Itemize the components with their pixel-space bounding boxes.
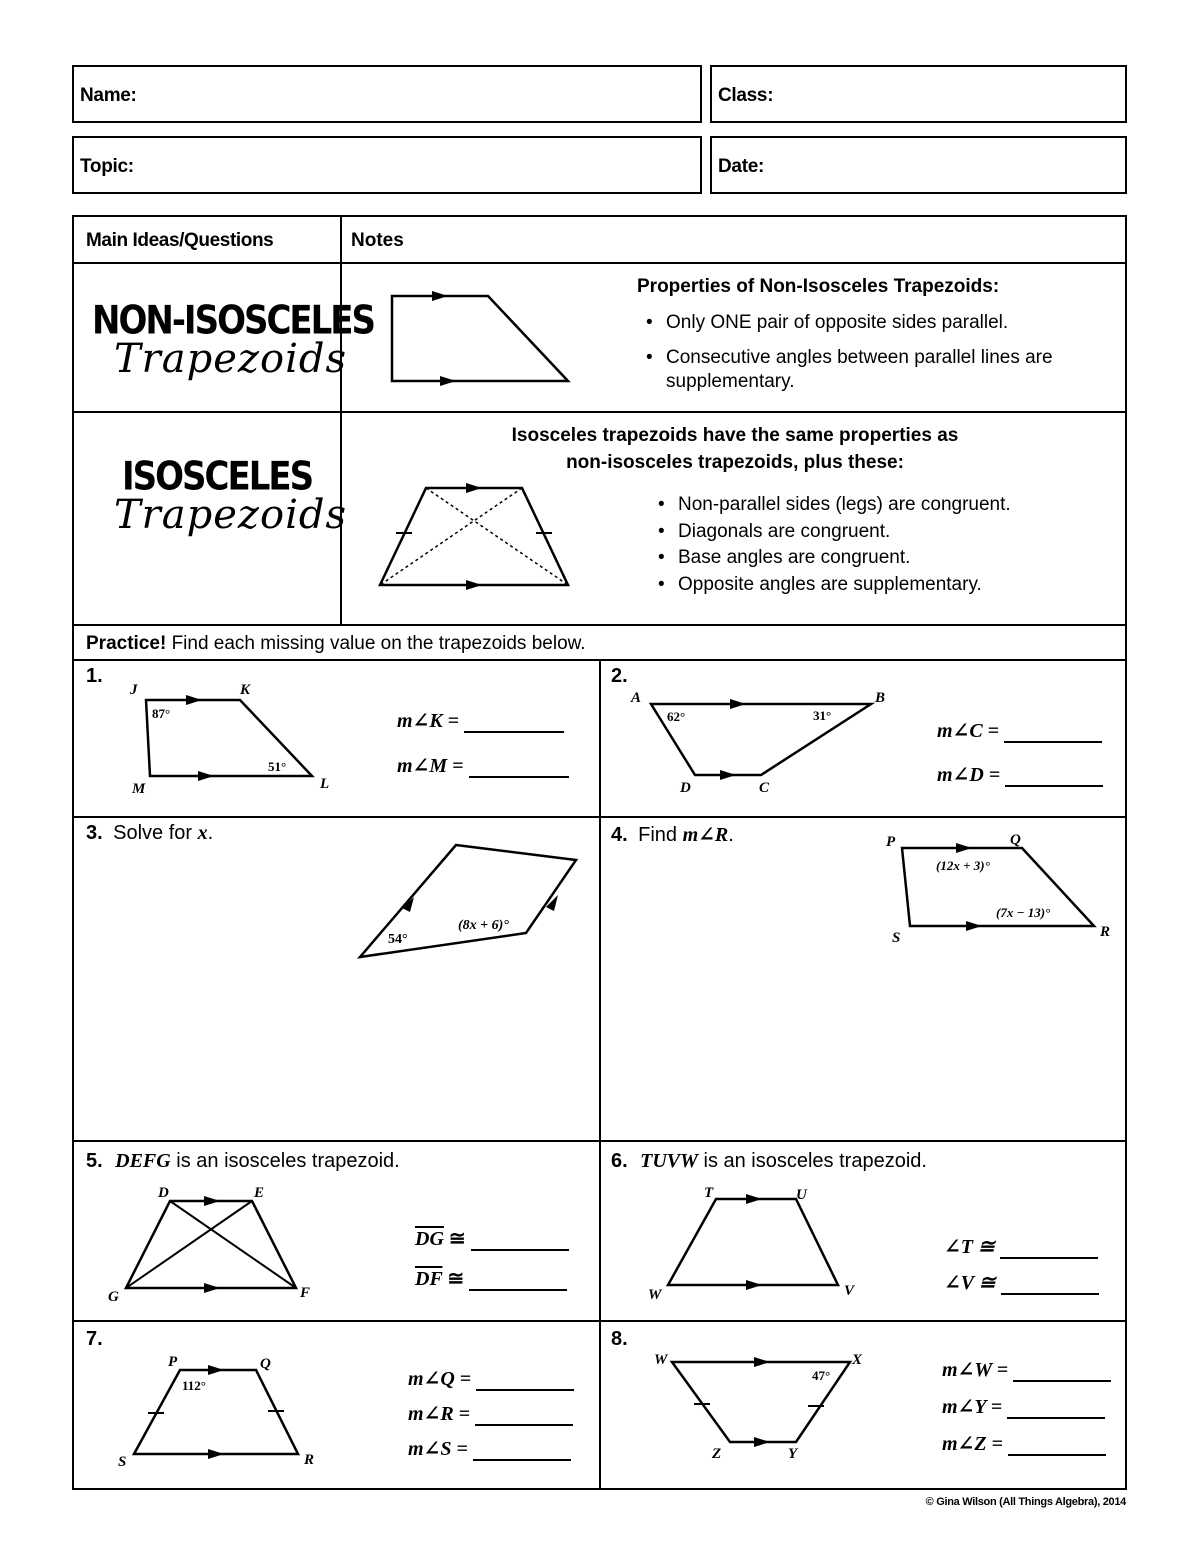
vertex-label: P xyxy=(886,834,896,850)
non-isosceles-script-title: Trapezoids xyxy=(114,336,348,382)
answer-blank[interactable] xyxy=(1005,767,1103,787)
vertex-label: A xyxy=(631,690,642,706)
divider xyxy=(72,1320,1127,1322)
angle-label: 62° xyxy=(667,709,686,724)
vertex-label: T xyxy=(704,1185,714,1201)
problem-1-answer-1[interactable]: m∠K = xyxy=(397,708,564,733)
vertex-label: M xyxy=(132,781,146,797)
answer-blank[interactable] xyxy=(475,1406,573,1426)
vertex-label: J xyxy=(130,682,138,698)
answer-blank[interactable] xyxy=(1000,1239,1098,1259)
problem-2-diagram xyxy=(625,684,895,799)
problem-3-prompt: 3. Solve for x. xyxy=(86,822,214,844)
angle-label: 87° xyxy=(152,706,171,721)
problem-1-number: 1. xyxy=(86,665,103,687)
problem-1-answer-2[interactable]: m∠M = xyxy=(397,753,569,778)
non-isosceles-props-title: Properties of Non-Isosceles Trapezoids: xyxy=(637,276,1000,297)
answer-blank[interactable] xyxy=(469,758,569,778)
vertex-label: P xyxy=(168,1354,178,1370)
vertex-label: U xyxy=(796,1187,807,1203)
problem-8-diagram xyxy=(650,1350,880,1465)
vertex-label: Y xyxy=(788,1446,798,1462)
vertex-label: S xyxy=(892,930,901,946)
answer-blank[interactable] xyxy=(1008,1436,1106,1456)
problem-6-diagram xyxy=(640,1183,870,1308)
vertex-label: Z xyxy=(712,1446,722,1462)
list-item: • Base angles are congruent. xyxy=(652,545,1122,572)
isosceles-script-title: Trapezoids xyxy=(114,492,348,538)
list-item: • Opposite angles are supplementary. xyxy=(652,572,1122,599)
vertex-label: E xyxy=(254,1185,265,1201)
angle-label: (7x − 13)° xyxy=(996,905,1051,920)
non-isosceles-trapezoid-diagram xyxy=(380,285,580,390)
list-item: • Consecutive angles between parallel lines are supplementary. xyxy=(640,346,1110,394)
answer-blank[interactable] xyxy=(1013,1362,1111,1382)
practice-heading-bold: Practice! xyxy=(86,633,167,654)
problem-6-answer-1[interactable]: ∠T ≅ xyxy=(944,1234,1098,1259)
divider xyxy=(599,659,601,1490)
angle-label: (8x + 6)° xyxy=(458,918,509,933)
vertex-label: K xyxy=(240,682,251,698)
divider xyxy=(72,411,1127,413)
problem-7-answer-1[interactable]: m∠Q = xyxy=(408,1366,574,1391)
answer-blank[interactable] xyxy=(1007,1399,1105,1419)
vertex-label: D xyxy=(680,780,691,796)
angle-label: 54° xyxy=(388,932,408,947)
answer-blank[interactable] xyxy=(469,1271,567,1291)
isosceles-intro-line2: non-isosceles trapezoids, plus these: xyxy=(566,452,904,473)
vertex-label: C xyxy=(759,780,770,796)
problem-4-diagram xyxy=(880,828,1120,953)
problem-1-diagram xyxy=(120,678,340,798)
class-label: Class: xyxy=(718,85,774,106)
angle-label: 112° xyxy=(182,1378,206,1393)
vertex-label: W xyxy=(654,1352,668,1368)
answer-blank[interactable] xyxy=(1004,723,1102,743)
problem-4-prompt: 4. Find m∠R. xyxy=(611,824,734,846)
isosceles-title: ISOSCELES xyxy=(122,454,313,500)
topic-label: Topic: xyxy=(80,156,134,177)
problem-7-answer-3[interactable]: m∠S = xyxy=(408,1436,571,1461)
topic-field[interactable] xyxy=(72,136,702,194)
problem-2-answer-2[interactable]: m∠D = xyxy=(937,762,1103,787)
problem-7-number: 7. xyxy=(86,1328,103,1350)
vertex-label: B xyxy=(875,690,886,706)
vertex-label: R xyxy=(1100,924,1111,940)
col2-header: Notes xyxy=(351,230,404,251)
vertex-label: S xyxy=(118,1454,127,1470)
problem-5-prompt: 5. DEFG is an isosceles trapezoid. xyxy=(86,1150,400,1172)
problem-6-answer-2[interactable]: ∠V ≅ xyxy=(944,1270,1099,1295)
answer-blank[interactable] xyxy=(476,1371,574,1391)
vertex-label: D xyxy=(158,1185,169,1201)
non-isosceles-title: NON-ISOSCELES xyxy=(92,298,375,344)
angle-label: 31° xyxy=(813,708,832,723)
problem-6-prompt: 6. TUVW is an isosceles trapezoid. xyxy=(611,1150,927,1172)
problem-5-answer-1[interactable]: $\overline{DG}$ ≅ xyxy=(415,1226,569,1251)
copyright-footer: © Gina Wilson (All Things Algebra), 2014 xyxy=(925,1496,1126,1508)
col1-header: Main Ideas/Questions xyxy=(86,230,274,251)
divider xyxy=(72,1140,1127,1142)
date-label: Date: xyxy=(718,156,765,177)
divider xyxy=(72,624,1127,626)
problem-7-diagram xyxy=(110,1352,330,1472)
vertex-label: F xyxy=(300,1285,311,1301)
answer-blank[interactable] xyxy=(464,713,564,733)
divider xyxy=(72,816,1127,818)
answer-blank[interactable] xyxy=(471,1231,569,1251)
class-field[interactable] xyxy=(710,65,1127,123)
name-label: Name: xyxy=(80,85,137,106)
problem-5-answer-2[interactable]: $\overline{DF}$ ≅ xyxy=(415,1266,567,1291)
list-item: • Only ONE pair of opposite sides parallel. xyxy=(640,311,1110,335)
angle-label: 47° xyxy=(812,1368,831,1383)
divider xyxy=(72,262,1127,264)
isosceles-props-list xyxy=(652,492,1122,598)
vertex-label: G xyxy=(108,1289,119,1305)
vertex-label: V xyxy=(844,1283,855,1299)
vertex-label: W xyxy=(648,1287,662,1303)
vertex-label: Q xyxy=(260,1356,271,1372)
angle-label: (12x + 3)° xyxy=(936,858,990,873)
problem-5-diagram xyxy=(100,1183,330,1308)
vertex-label: Q xyxy=(1010,832,1021,848)
date-field[interactable] xyxy=(710,136,1127,194)
answer-blank[interactable] xyxy=(473,1441,571,1461)
practice-heading xyxy=(86,633,586,655)
name-field[interactable] xyxy=(72,65,702,123)
vertex-label: L xyxy=(320,776,330,792)
vertex-label: R xyxy=(304,1452,315,1468)
problem-8-answer-3[interactable]: m∠Z = xyxy=(942,1431,1106,1456)
practice-heading-text: Find each missing value on the trapezoids below. xyxy=(171,633,586,654)
non-isosceles-props-list xyxy=(640,311,1110,394)
problem-2-answer-1[interactable]: m∠C = xyxy=(937,718,1102,743)
problem-2-number: 2. xyxy=(611,665,628,687)
list-item: • Diagonals are congruent. xyxy=(652,519,1122,546)
isosceles-trapezoid-diagram xyxy=(370,478,580,593)
list-item: • Non-parallel sides (legs) are congruent. xyxy=(652,492,1122,519)
problem-7-answer-2[interactable]: m∠R = xyxy=(408,1401,573,1426)
vertex-label: X xyxy=(852,1352,863,1368)
problem-3-diagram xyxy=(350,835,590,970)
problem-8-answer-2[interactable]: m∠Y = xyxy=(942,1394,1105,1419)
angle-label: 51° xyxy=(268,759,287,774)
answer-blank[interactable] xyxy=(1001,1275,1099,1295)
problem-8-number: 8. xyxy=(611,1328,628,1350)
isosceles-intro-line1: Isosceles trapezoids have the same properties as xyxy=(511,425,959,446)
problem-8-answer-1[interactable]: m∠W = xyxy=(942,1357,1111,1382)
divider xyxy=(340,215,342,626)
